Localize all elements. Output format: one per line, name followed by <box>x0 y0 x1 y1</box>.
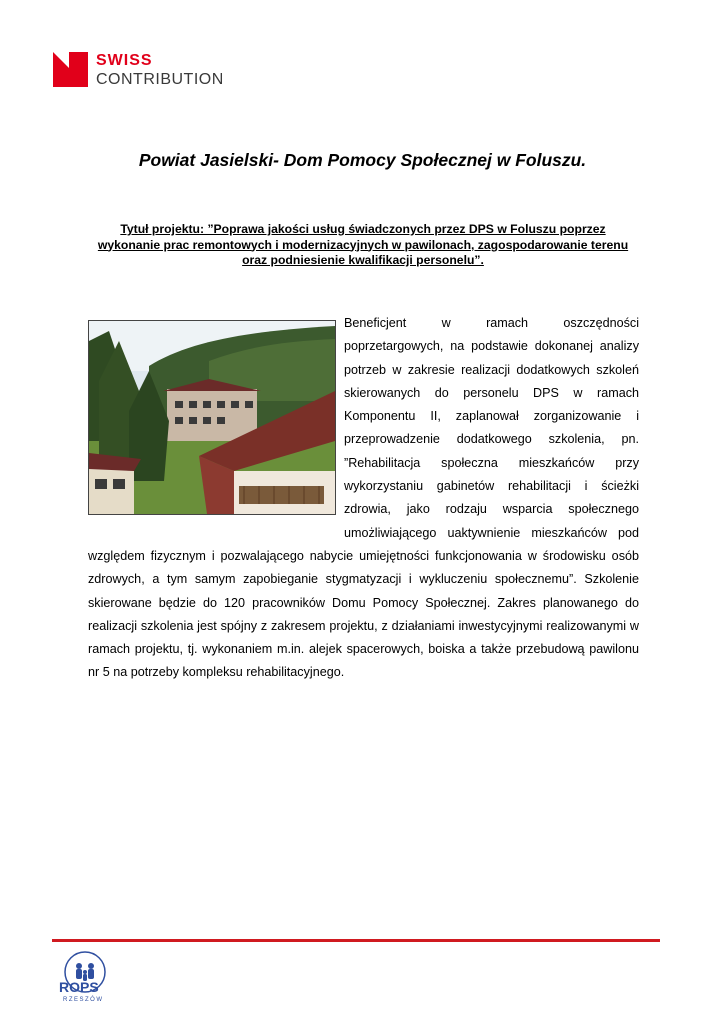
body-paragraph <box>88 312 639 685</box>
swiss-flag-icon <box>53 52 88 87</box>
logo-line-swiss: SWISS <box>96 52 153 69</box>
rops-logo <box>55 948 123 1004</box>
rops-logo-subtext: RZESZÓW <box>63 997 104 1003</box>
logo-line-contribution: CONTRIBUTION <box>96 71 224 88</box>
project-title: Tytuł projektu: ”Poprawa jakości usług świadczonych przez DPS w Foluszu poprzez wykonanie prac remontowych i modernizacyjnych w pawilonach, zagospodarowanie terenu oraz podniesienie kwalifikacji personelu”. <box>97 222 629 267</box>
page-title: Powiat Jasielski- Dom Pomocy Społecznej w Foluszu. <box>138 150 587 170</box>
rops-logo-text: ROPS <box>59 979 99 995</box>
body-text: Beneficjent w ramach oszczędności poprzetargowych, na podstawie dokonanej analizy potrzeb w zakresie realizacji dodatkowych szkoleń skierowanych do personelu DPS w ramach Komponentu II, zaplanował zorganizowanie i przeprowadzenie dodatkowego szkolenia, pn. ”Rehabilitacja społeczna mieszkańców przy wykorzystaniu gabinetów rehabilitacji i ścieżki zdrowia, jako rodzaju wsparcia społecznego umożliwiającego uaktywnienie mieszkańców pod względem fizycznym i pozwalającego nabycie umiejętności funkcjonowania w środowisku osób zdrowych, a tym samym zapobieganie stygmatyzacji i wykluczeniu społecznemu”. Szkolenie skierowane będzie do 120 pracowników Domu Pomocy Społecznej. Zakres planowanego do realizacji szkolenia jest spójny z zakresem projektu, z działaniami inwestycyjnymi realizowanymi w ramach projektu, tj. wykonaniem m.in. alejek spacerowych, boiska a także przebudową pawilonu nr 5 na potrzeby kompleksu rehabilitacyjnego. <box>88 316 639 680</box>
swiss-contribution-logo <box>53 52 224 88</box>
photo-spacer <box>88 312 344 522</box>
footer-divider <box>52 939 660 942</box>
